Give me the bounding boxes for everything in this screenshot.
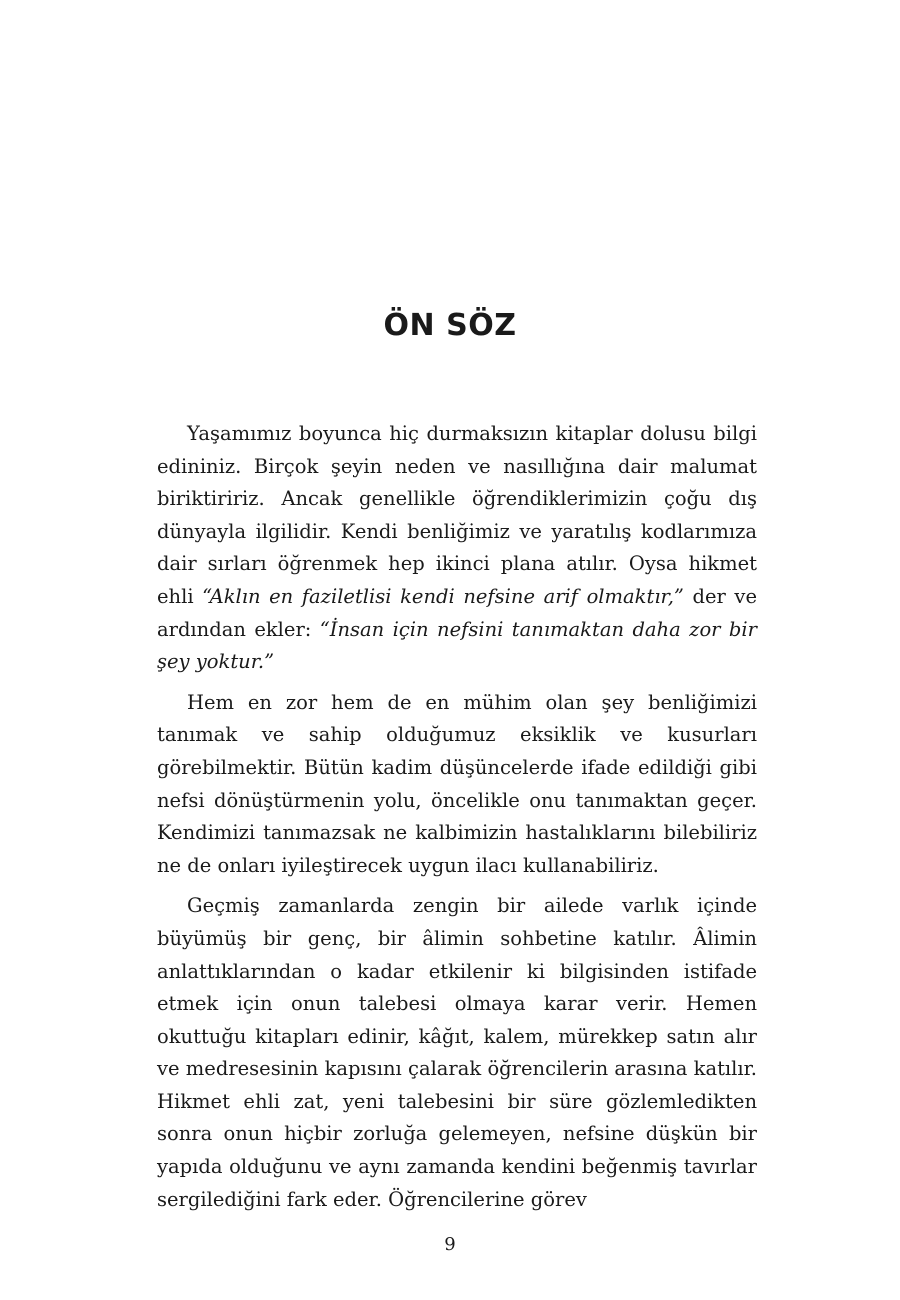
paragraph-3-segment-1: Geçmiş zamanlarda zengin bir ailede varlık içinde büyümüş bir genç, bir âlimin sohbetine katılır. Âlimin anlattıklarından o kadar etkilenir ki bilgisinden istifade etmek için onun talebesi olmaya karar verir. Hemen okuttuğu kitapları edinir, kâğıt, kalem, mürekkep satın alır ve medresesinin kapısını çalarak öğrencilerin arasına katılır. Hikmet ehli zat, yeni talebesini bir süre gözlemledikten sonra onun hiçbir zorluğa gelemeyen, nefsine düşkün bir yapıda olduğunu ve aynı zamanda kendini beğenmiş tavırlar sergilediğini fark eder. Öğrencilerine görev	[157, 894, 757, 1211]
paragraph-2-segment-1: Hem en zor hem de en mühim olan şey benliğimizi tanımak ve sahip olduğumuz eksiklik ve kusurları görebilmektir. Bütün kadim düşüncelerde ifade edildiği gibi nefsi dönüştürmenin yolu, öncelikle onu tanımaktan geçer. Kendimizi tanımazsak ne kalbimizin hastalıklarını bilebiliriz ne de onları iyileştirecek uygun ilacı kullanabiliriz.	[157, 690, 757, 877]
paragraph-3	[157, 890, 757, 1216]
chapter-title: ÖN SÖZ	[383, 308, 517, 343]
body-text	[157, 418, 757, 1224]
paragraph-1-segment-3: der ve ardından ekler:	[157, 584, 757, 641]
paragraph-1	[157, 418, 757, 679]
paragraph-1-segment-1: Yaşamımız boyunca hiç durmaksızın kitaplar dolusu bilgi edininiz. Birçok şeyin neden ve nasıllığına dair malumat biriktiririz. Ancak genellikle öğrendiklerimizin çoğu dış dünyayla ilgilidir. Kendi benliğimiz ve yaratılış kodlarımıza dair sırları öğrenmek hep ikinci plana atılır. Oysa hikmet ehli	[157, 422, 757, 608]
page-number: 9	[444, 1234, 456, 1255]
paragraph-2	[157, 687, 757, 883]
paragraph-1-quote-1: “Aklın en faziletlisi kendi nefsine arif olmaktır,”	[202, 584, 684, 608]
paragraph-1-quote-2: “İnsan için nefsini tanımaktan daha zor bir şey yoktur.”	[157, 617, 757, 674]
